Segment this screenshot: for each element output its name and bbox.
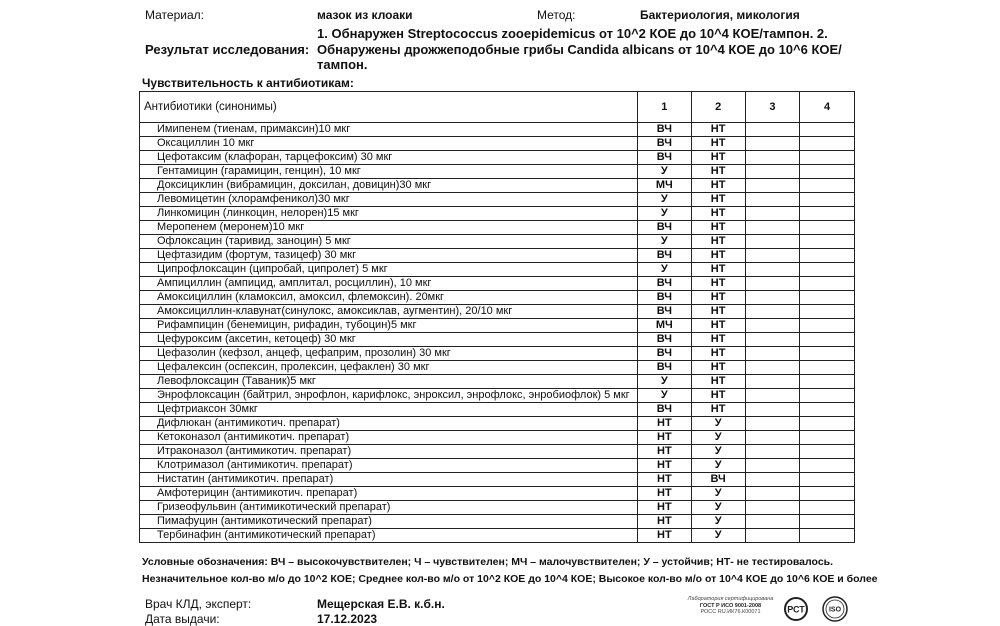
result-column-1: НТ	[637, 515, 691, 529]
result-column-2: НТ	[691, 361, 745, 375]
result-column-3	[745, 207, 800, 221]
result-column-1: НТ	[637, 529, 691, 543]
result-column-2: ВЧ	[691, 473, 745, 487]
result-column-2: НТ	[691, 375, 745, 389]
result-column-3	[745, 235, 800, 249]
result-column-4	[800, 263, 855, 277]
result-column-1: У	[637, 389, 691, 403]
iso-logo-text: ISO	[828, 606, 842, 614]
result-column-1: ВЧ	[637, 291, 691, 305]
table-row	[140, 291, 855, 305]
result-column-4	[800, 473, 855, 487]
table-row	[140, 361, 855, 375]
table-row	[140, 179, 855, 193]
result-column-1: ВЧ	[637, 347, 691, 361]
result-column-1: У	[637, 375, 691, 389]
result-column-3	[745, 417, 800, 431]
result-column-2: У	[691, 487, 745, 501]
material-value: мазок из клоаки	[317, 8, 413, 22]
result-column-1: НТ	[637, 417, 691, 431]
result-column-4	[800, 179, 855, 193]
result-column-1: НТ	[637, 487, 691, 501]
column-header-2: 2	[691, 92, 745, 123]
table-row	[140, 459, 855, 473]
result-column-1: МЧ	[637, 179, 691, 193]
result-column-4	[800, 389, 855, 403]
result-column-1: У	[637, 165, 691, 179]
result-column-3	[745, 277, 800, 291]
result-column-3	[745, 347, 800, 361]
result-column-1: ВЧ	[637, 277, 691, 291]
result-column-4	[800, 375, 855, 389]
result-column-3	[745, 319, 800, 333]
result-column-1: ВЧ	[637, 137, 691, 151]
antibiotic-name: Клотримазол (антимикотич. препарат)	[140, 459, 638, 473]
result-column-4	[800, 207, 855, 221]
result-column-1: ВЧ	[637, 333, 691, 347]
table-row	[140, 249, 855, 263]
result-column-4	[800, 123, 855, 137]
table-row	[140, 375, 855, 389]
column-header-1: 1	[637, 92, 691, 123]
antibiotic-name: Левомицетин (хлорамфеникол)30 мкг	[140, 193, 638, 207]
table-row	[140, 417, 855, 431]
quantity-note: Незначительное кол-во м/о до 10^2 КОЕ; Среднее кол-во м/о от 10^2 КОЕ до 10^4 КОЕ; Высокое кол-во м/о от 10^4 КОЕ до 10^6 КОЕ и более	[142, 573, 878, 585]
result-column-1: НТ	[637, 501, 691, 515]
result-column-3	[745, 123, 800, 137]
table-row	[140, 403, 855, 417]
table-row	[140, 277, 855, 291]
result-column-1: НТ	[637, 431, 691, 445]
rst-logo-text: РСТ	[787, 604, 805, 615]
table-row	[140, 319, 855, 333]
result-column-4	[800, 137, 855, 151]
result-column-2: НТ	[691, 137, 745, 151]
iso-certification-logo	[822, 596, 848, 622]
legend-text: Условные обозначения: ВЧ – высокочувствителен; Ч – чувствителен; МЧ – малочувствителен; У – устойчив; НТ- не тестировалось.	[142, 556, 834, 568]
result-column-3	[745, 515, 800, 529]
table-row	[140, 515, 855, 529]
table-row	[140, 529, 855, 543]
result-column-4	[800, 221, 855, 235]
result-column-4	[800, 305, 855, 319]
antibiotic-name: Нистатин (антимикотич. препарат)	[140, 473, 638, 487]
result-column-4	[800, 403, 855, 417]
cert-line-1: Лаборатория сертифицирована	[687, 596, 774, 602]
result-column-4	[800, 515, 855, 529]
result-column-3	[745, 487, 800, 501]
table-row	[140, 235, 855, 249]
table-row	[140, 221, 855, 235]
column-header-4: 4	[800, 92, 855, 123]
issue-date-label: Дата выдачи:	[145, 612, 220, 626]
result-column-3	[745, 263, 800, 277]
result-column-4	[800, 529, 855, 543]
table-row	[140, 501, 855, 515]
result-column-2: У	[691, 459, 745, 473]
result-column-3	[745, 431, 800, 445]
result-column-2: НТ	[691, 207, 745, 221]
result-column-3	[745, 389, 800, 403]
result-column-1: НТ	[637, 445, 691, 459]
antibiotic-name: Гентамицин (гарамицин, генцин), 10 мкг	[140, 165, 638, 179]
result-column-2: У	[691, 431, 745, 445]
antibiotic-name: Амфотерицин (антимикотич. препарат)	[140, 487, 638, 501]
result-column-1: НТ	[637, 473, 691, 487]
doctor-value: Мещерская Е.В. к.б.н.	[317, 597, 445, 611]
antibiotic-name: Кетоконазол (антимикотич. препарат)	[140, 431, 638, 445]
table-row	[140, 333, 855, 347]
result-column-3	[745, 529, 800, 543]
antibiotic-name: Энрофлоксацин (байтрил, энрофлон, карифлокс, энроксил, энрофлокс, энробиофлок) 5 мкг	[140, 389, 638, 403]
table-row	[140, 305, 855, 319]
result-column-3	[745, 501, 800, 515]
result-column-4	[800, 459, 855, 473]
result-column-2: НТ	[691, 165, 745, 179]
table-row	[140, 207, 855, 221]
result-column-4	[800, 319, 855, 333]
table-row	[140, 389, 855, 403]
result-column-2: НТ	[691, 403, 745, 417]
result-column-1: У	[637, 193, 691, 207]
table-row	[140, 151, 855, 165]
antibiotic-sensitivity-table	[139, 91, 855, 543]
result-column-4	[800, 249, 855, 263]
result-column-2: НТ	[691, 277, 745, 291]
method-label: Метод:	[537, 8, 576, 22]
result-column-3	[745, 403, 800, 417]
antibiotic-name: Гризеофульвин (антимикотический препарат)	[140, 501, 638, 515]
result-column-4	[800, 291, 855, 305]
result-column-4	[800, 235, 855, 249]
antibiotic-name: Цефуроксим (аксетин, кетоцеф) 30 мкг	[140, 333, 638, 347]
result-column-1: У	[637, 263, 691, 277]
result-column-1: НТ	[637, 459, 691, 473]
result-column-2: НТ	[691, 291, 745, 305]
antibiotic-name: Рифампицин (бенемицин, рифадин, тубоцин)5 мкг	[140, 319, 638, 333]
issue-date-value: 17.12.2023	[317, 612, 378, 626]
result-column-1: ВЧ	[637, 305, 691, 319]
rst-certification-logo	[783, 596, 813, 622]
cert-line-2: ГОСТ Р ИСО 9001-2008	[699, 602, 762, 609]
result-column-1: МЧ	[637, 319, 691, 333]
table-row	[140, 123, 855, 137]
result-column-2: НТ	[691, 151, 745, 165]
result-column-1: ВЧ	[637, 249, 691, 263]
antibiotic-name: Цефотаксим (клафоран, тарцефоксим) 30 мкг	[140, 151, 638, 165]
result-column-1: ВЧ	[637, 403, 691, 417]
result-column-1: У	[637, 235, 691, 249]
result-column-3	[745, 249, 800, 263]
result-label: Результат исследования:	[145, 42, 310, 57]
result-column-2: НТ	[691, 235, 745, 249]
table-row	[140, 193, 855, 207]
result-column-2: У	[691, 417, 745, 431]
result-column-2: НТ	[691, 123, 745, 137]
result-column-3	[745, 151, 800, 165]
antibiotic-name: Цефазолин (кефзол, анцеф, цефаприм, прозолин) 30 мкг	[140, 347, 638, 361]
column-header-3: 3	[745, 92, 800, 123]
result-column-3	[745, 333, 800, 347]
result-column-4	[800, 347, 855, 361]
table-row	[140, 263, 855, 277]
antibiotic-name: Пимафуцин (антимикотический препарат)	[140, 515, 638, 529]
table-row	[140, 445, 855, 459]
antibiotic-name: Цефтриаксон 30мкг	[140, 403, 638, 417]
result-column-4	[800, 445, 855, 459]
result-text: 1. Обнаружен Streptococcus zooepidemicus от 10^2 КОЕ до 10^4 КОЕ/тампон. 2. Обнаружены дрожжеподобные грибы Candida albicans от 10^4 КОЕ до 10^6 КОЕ/тампон.	[317, 26, 842, 72]
result-column-2: НТ	[691, 263, 745, 277]
result-column-3	[745, 291, 800, 305]
result-column-4	[800, 193, 855, 207]
antibiotic-name: Ампициллин (ампицид, амплитал, росциллин), 10 мкг	[140, 277, 638, 291]
table-row	[140, 487, 855, 501]
result-column-2: НТ	[691, 305, 745, 319]
result-column-4	[800, 361, 855, 375]
antibiotic-name: Тербинафин (антимикотический препарат)	[140, 529, 638, 543]
result-column-3	[745, 137, 800, 151]
result-column-3	[745, 165, 800, 179]
sensitivity-title: Чувствительность к антибиотикам:	[142, 76, 354, 90]
result-column-2: НТ	[691, 193, 745, 207]
result-column-2: НТ	[691, 319, 745, 333]
result-column-3	[745, 179, 800, 193]
antibiotic-name: Доксициклин (вибрамицин, доксилан, довицин)30 мкг	[140, 179, 638, 193]
antibiotic-name: Цефтазидим (фортум, тазицеф) 30 мкг	[140, 249, 638, 263]
antibiotic-name: Амоксициллин (кламоксил, амоксил, флемоксин). 20мкг	[140, 291, 638, 305]
result-column-4	[800, 487, 855, 501]
result-column-1: ВЧ	[637, 361, 691, 375]
antibiotic-name: Оксациллин 10 мкг	[140, 137, 638, 151]
antibiotic-name: Линкомицин (линкоцин, нелорен)15 мкг	[140, 207, 638, 221]
cert-line-3: РОСС RU.ИК76.К00071	[700, 609, 761, 615]
table-header-row	[140, 92, 855, 123]
result-column-2: У	[691, 445, 745, 459]
certification-text	[668, 596, 793, 616]
result-column-2: НТ	[691, 249, 745, 263]
antibiotic-name: Цефалексин (оспексин, пролексин, цефаклен) 30 мкг	[140, 361, 638, 375]
table-body	[140, 123, 855, 543]
result-column-2: НТ	[691, 389, 745, 403]
result-column-3	[745, 305, 800, 319]
result-column-4	[800, 333, 855, 347]
result-column-4	[800, 417, 855, 431]
result-column-3	[745, 193, 800, 207]
result-column-3	[745, 445, 800, 459]
antibiotic-name: Дифлюкан (антимикотич. препарат)	[140, 417, 638, 431]
table-row	[140, 347, 855, 361]
result-column-3	[745, 221, 800, 235]
antibiotic-name: Итраконазол (антимикотич. препарат)	[140, 445, 638, 459]
result-column-3	[745, 459, 800, 473]
result-column-2: У	[691, 529, 745, 543]
result-column-3	[745, 473, 800, 487]
result-column-2: У	[691, 501, 745, 515]
column-header-antibiotics: Антибиотики (синонимы)	[140, 92, 638, 123]
doctor-label: Врач КЛД, эксперт:	[145, 597, 252, 611]
antibiotic-name: Амоксициллин-клавунат(синулокс, амоксиклав, аугментин), 20/10 мкг	[140, 305, 638, 319]
result-column-1: У	[637, 207, 691, 221]
table-row	[140, 473, 855, 487]
table-row	[140, 137, 855, 151]
table-row	[140, 431, 855, 445]
result-column-1: ВЧ	[637, 123, 691, 137]
result-column-2: У	[691, 515, 745, 529]
method-value: Бактериология, микология	[640, 8, 800, 22]
antibiotic-name: Ципрофлоксацин (ципробай, ципролет) 5 мкг	[140, 263, 638, 277]
result-column-1: ВЧ	[637, 221, 691, 235]
result-column-2: НТ	[691, 179, 745, 193]
result-column-3	[745, 361, 800, 375]
result-column-2: НТ	[691, 221, 745, 235]
antibiotic-name: Офлоксацин (таривид, заноцин) 5 мкг	[140, 235, 638, 249]
result-column-3	[745, 375, 800, 389]
result-column-4	[800, 431, 855, 445]
result-column-2: НТ	[691, 347, 745, 361]
antibiotic-name: Имипенем (тиенам, примаксин)10 мкг	[140, 123, 638, 137]
antibiotic-name: Левофлоксацин (Таваник)5 мкг	[140, 375, 638, 389]
table-row	[140, 165, 855, 179]
antibiotic-name: Меропенем (меронем)10 мкг	[140, 221, 638, 235]
result-column-4	[800, 501, 855, 515]
result-column-1: ВЧ	[637, 151, 691, 165]
result-column-4	[800, 151, 855, 165]
material-label: Материал:	[145, 8, 204, 22]
result-column-2: НТ	[691, 333, 745, 347]
result-column-4	[800, 277, 855, 291]
result-column-4	[800, 165, 855, 179]
